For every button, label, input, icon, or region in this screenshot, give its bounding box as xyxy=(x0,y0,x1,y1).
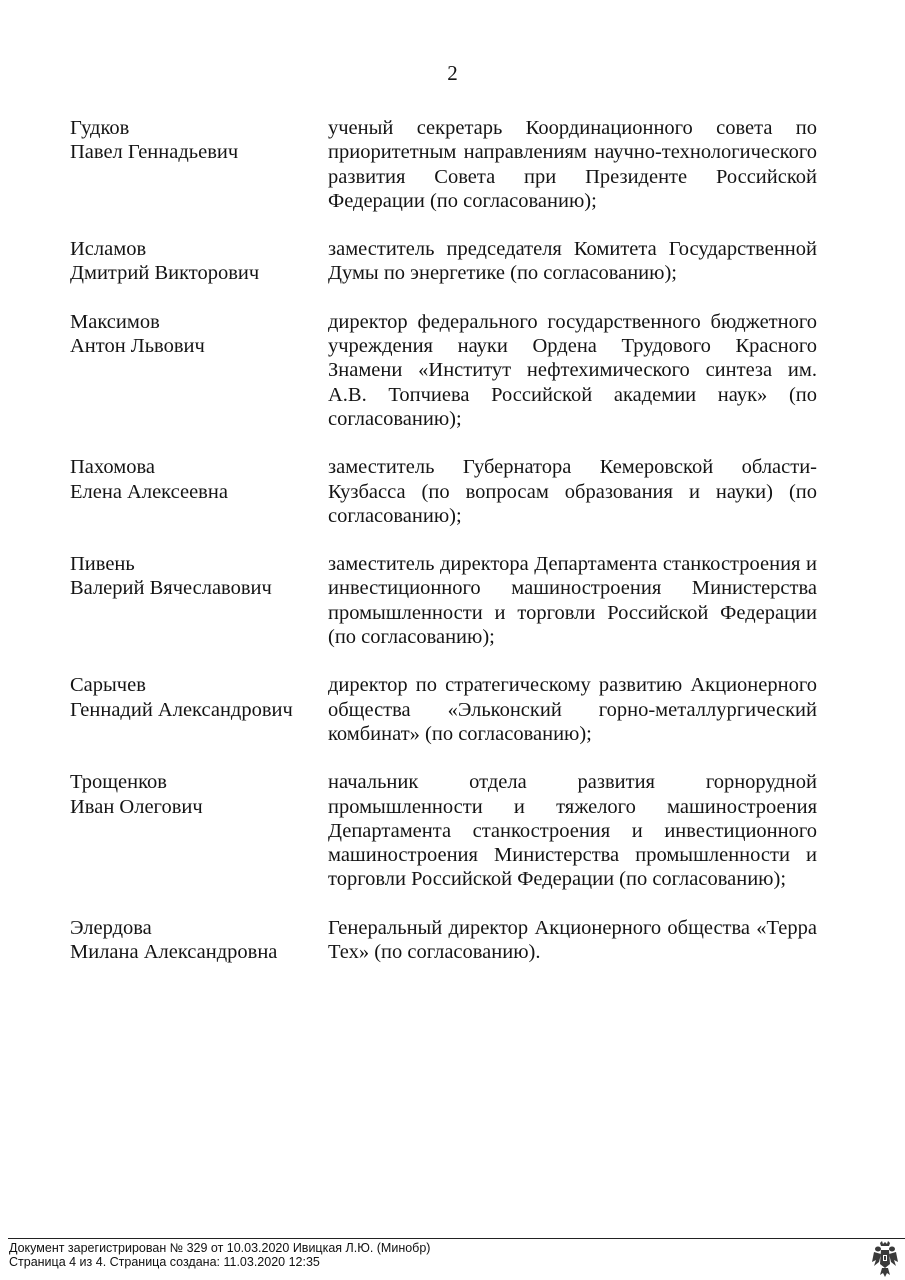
list-item xyxy=(70,673,817,746)
list-item xyxy=(70,552,817,649)
footer-divider xyxy=(8,1238,905,1239)
list-item xyxy=(70,310,817,431)
member-name xyxy=(70,770,328,891)
member-given-names: Геннадий Александрович xyxy=(70,698,293,721)
member-surname: Пивень xyxy=(70,553,135,576)
member-given-names: Антон Львович xyxy=(70,335,205,358)
member-position: заместитель председателя Комитета Государственной Думы по энергетике (по согласованию); xyxy=(328,238,817,285)
member-name xyxy=(70,237,328,286)
member-name xyxy=(70,310,328,431)
member-position: директор федерального государственного бюджетного учреждения науки Ордена Трудового Красного Знамени «Институт нефтехимического синтеза им. А.В. Топчиева Российской академии наук» (по согласованию); xyxy=(328,310,817,430)
member-surname: Сарычев xyxy=(70,674,146,697)
list-item xyxy=(70,916,817,965)
member-surname: Гудков xyxy=(70,117,130,139)
member-position: Генеральный директор Акционерного общества «Терра Тех» (по согласованию). xyxy=(328,916,817,964)
member-given-names: Дмитрий Викторович xyxy=(70,262,260,285)
member-surname: Элердова xyxy=(70,916,152,939)
registration-footer xyxy=(9,1241,430,1269)
member-position: директор по стратегическому развитию Акционерного общества «Эльконский горно-металлургический комбинат» (по согласованию); xyxy=(328,674,817,745)
list-item xyxy=(70,770,817,891)
member-position: начальник отдела развития горнорудной промышленности и тяжелого машиностроения Департамента станкостроения и инвестиционного машиностроения Министерства промышленности и торговли Российской Федерации (по согласованию); xyxy=(328,771,817,891)
member-surname: Исламов xyxy=(70,238,147,261)
page-number: 2 xyxy=(447,61,458,85)
registration-info: Документ зарегистрирован № 329 от 10.03.2020 Ивицкая Л.Ю. (Минобр) xyxy=(9,1241,431,1255)
list-item xyxy=(70,116,817,213)
double-headed-eagle-emblem-icon xyxy=(871,1240,899,1278)
member-given-names: Иван Олегович xyxy=(70,795,203,818)
member-name xyxy=(70,916,328,965)
member-position: ученый секретарь Координационного совета по приоритетным направлениям научно-технологического развития Совета при Президенте Российской Федерации (по согласованию); xyxy=(328,117,817,212)
member-surname: Трощенков xyxy=(70,771,167,794)
member-name xyxy=(70,552,328,649)
member-surname: Максимов xyxy=(70,310,160,333)
page-info: Страница 4 из 4. Страница создана: 11.03.2020 12:35 xyxy=(9,1255,320,1269)
member-name xyxy=(70,116,328,213)
member-given-names: Валерий Вячеславович xyxy=(70,577,272,600)
member-position: заместитель директора Департамента станкостроения и инвестиционного машиностроения Министерства промышленности и торговли Российской Федерации (по согласованию); xyxy=(328,553,817,649)
member-name xyxy=(70,673,328,746)
list-item xyxy=(70,455,817,528)
member-surname: Пахомова xyxy=(70,456,155,479)
member-name xyxy=(70,455,328,528)
list-item xyxy=(70,237,817,286)
member-position: заместитель Губернатора Кемеровской области-Кузбасса (по вопросам образования и науки) (по согласованию); xyxy=(328,456,817,527)
member-list xyxy=(70,116,817,988)
member-given-names: Милана Александровна xyxy=(70,941,278,964)
member-given-names: Павел Геннадьевич xyxy=(70,141,239,164)
member-given-names: Елена Алексеевна xyxy=(70,480,228,503)
